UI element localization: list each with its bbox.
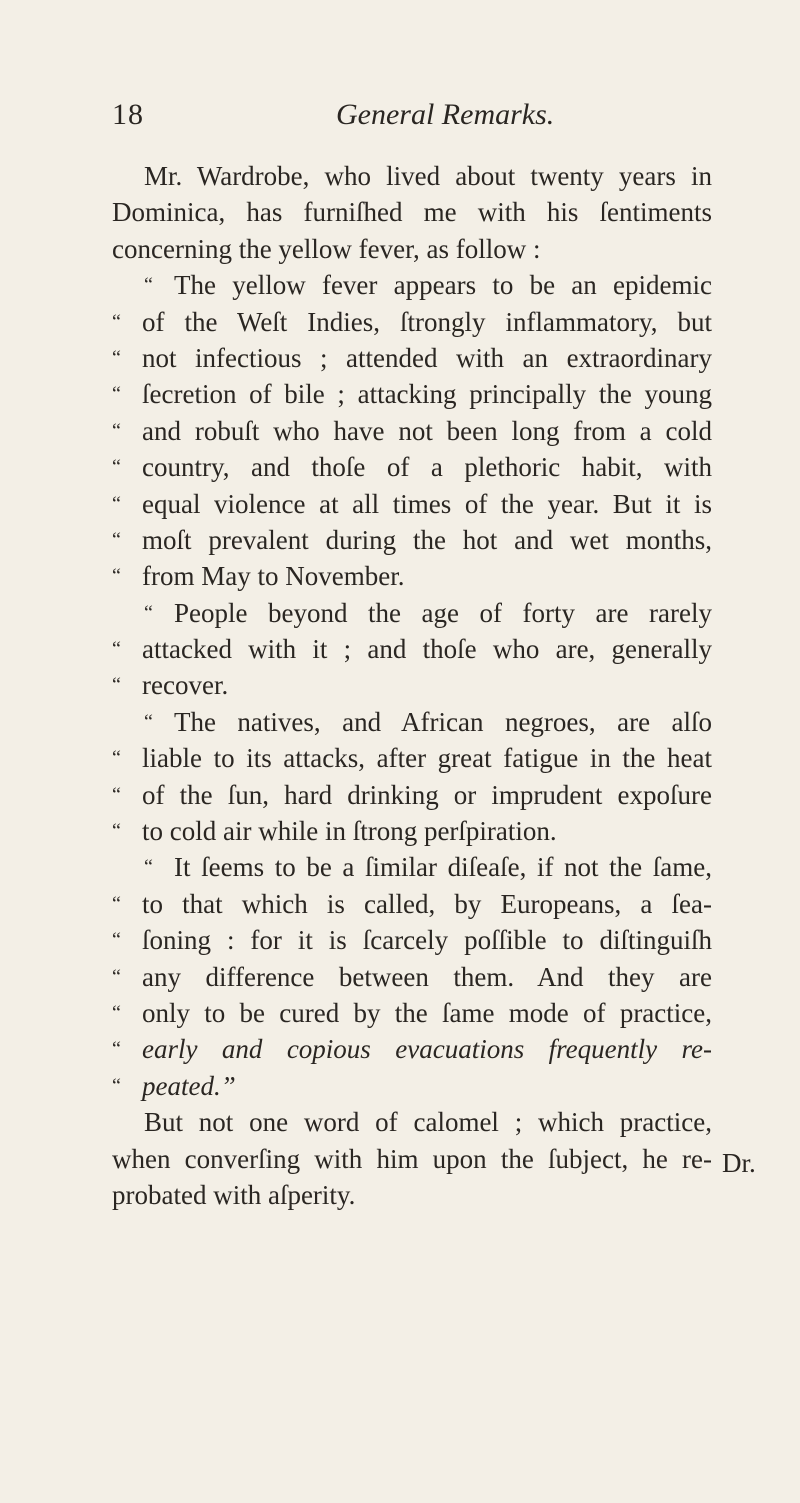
quoted-line-text: of the Weſt Indies, ſtrongly inflammatory, but bbox=[142, 306, 712, 337]
text-line: concerning the yellow fever, as follow : bbox=[112, 233, 541, 264]
quoted-line bbox=[112, 740, 712, 776]
quoted-line bbox=[112, 558, 712, 594]
quoted-line-text: to cold air while in ſtrong perſpiration. bbox=[142, 816, 557, 847]
quoted-line bbox=[112, 1031, 712, 1067]
quoted-line bbox=[112, 413, 712, 449]
quoted-line-text: only to be cured by the ſame mode of practice, bbox=[142, 997, 712, 1028]
quoted-line bbox=[112, 813, 712, 849]
quote-mark: “ bbox=[112, 346, 121, 369]
quoted-line bbox=[112, 449, 712, 485]
text-line: when converſing with him upon the ſubject, he re- bbox=[112, 1143, 712, 1174]
quoted-line-text: People beyond the age of forty are rarely bbox=[174, 597, 712, 628]
quote-mark: “ bbox=[144, 710, 153, 733]
quoted-line-text: equal violence at all times of the year. But it is bbox=[142, 488, 712, 519]
quoted-line-text: It ſeems to be a ſimilar diſeaſe, if not the ſame, bbox=[174, 852, 712, 883]
quoted-line bbox=[112, 1068, 712, 1104]
quoted-line bbox=[112, 304, 712, 340]
quoted-line bbox=[112, 267, 712, 303]
quoted-line bbox=[112, 995, 712, 1031]
quote-mark: “ bbox=[144, 856, 153, 879]
quoted-line bbox=[112, 704, 712, 740]
quoted-line bbox=[112, 376, 712, 412]
quote-mark: “ bbox=[112, 310, 121, 333]
quote-mark: “ bbox=[112, 383, 121, 406]
quoted-line bbox=[112, 886, 712, 922]
quote-mark: “ bbox=[112, 419, 121, 442]
quoted-line-text: early and copious evacuations frequently re- bbox=[142, 1034, 712, 1065]
quoted-line bbox=[112, 849, 712, 885]
quoted-line bbox=[112, 922, 712, 958]
quote-mark: “ bbox=[112, 747, 121, 770]
quoted-line-text: ſecretion of bile ; attacking principally the young bbox=[142, 379, 712, 410]
quote-mark: “ bbox=[112, 565, 121, 588]
quote-mark: “ bbox=[112, 1001, 121, 1024]
quote-mark: “ bbox=[112, 528, 121, 551]
text-line: But not one word of calomel ; which practice, bbox=[144, 1107, 712, 1138]
quoted-line-text: any difference between them. And they are bbox=[142, 961, 712, 992]
text-line: probated with aſperity. bbox=[112, 1179, 356, 1210]
quoted-line bbox=[112, 595, 712, 631]
quoted-line-text: liable to its attacks, after great fatigue in the heat bbox=[142, 743, 712, 774]
quote-mark: “ bbox=[112, 492, 121, 515]
quote-mark: “ bbox=[112, 929, 121, 952]
quote-mark: “ bbox=[112, 674, 121, 697]
quote-mark: “ bbox=[112, 783, 121, 806]
quoted-line-text: The yellow fever appears to be an epidemic bbox=[174, 270, 712, 301]
quote-mark: “ bbox=[112, 638, 121, 661]
quoted-line-text: of the ſun, hard drinking or imprudent expoſure bbox=[142, 779, 712, 810]
quote-mark: “ bbox=[112, 892, 121, 915]
catchword: Dr. bbox=[722, 1148, 756, 1178]
quote-mark: “ bbox=[144, 274, 153, 297]
running-title: General Remarks. bbox=[336, 98, 555, 131]
quoted-line-text: The natives, and African negroes, are alſo bbox=[174, 706, 712, 737]
quoted-line-text: recover. bbox=[142, 670, 229, 701]
quoted-line-text: peated.” bbox=[142, 1070, 236, 1101]
running-head bbox=[112, 98, 712, 138]
text-line: Dominica, has furniſhed me with his ſentiments bbox=[112, 197, 712, 228]
text-line: Mr. Wardrobe, who lived about twenty years in bbox=[144, 161, 712, 191]
quoted-line-text: not infectious ; attended with an extraordinary bbox=[142, 342, 712, 373]
quoted-line bbox=[112, 631, 712, 667]
page-number: 18 bbox=[112, 98, 144, 131]
quote-mark: “ bbox=[112, 820, 121, 843]
quoted-line-text: and robuſt who have not been long from a cold bbox=[142, 415, 712, 446]
quoted-line-text: country, and thoſe of a plethoric habit, with bbox=[142, 452, 712, 483]
quoted-line-text: ſoning : for it is ſcarcely poſſible to diſtinguiſh bbox=[142, 925, 712, 956]
quote-mark: “ bbox=[112, 965, 121, 988]
quoted-line bbox=[112, 667, 712, 703]
quote-mark: “ bbox=[112, 1074, 121, 1097]
quote-mark: “ bbox=[112, 456, 121, 479]
quoted-line bbox=[112, 486, 712, 522]
quoted-line-text: from May to November. bbox=[142, 561, 405, 592]
quoted-line bbox=[112, 777, 712, 813]
quoted-line bbox=[112, 340, 712, 376]
quote-mark: “ bbox=[112, 1038, 121, 1061]
quoted-line bbox=[112, 959, 712, 995]
quoted-line bbox=[112, 522, 712, 558]
quote-mark: “ bbox=[144, 601, 153, 624]
quoted-line-text: to that which is called, by Europeans, a ſea- bbox=[142, 888, 712, 919]
quoted-line-text: attacked with it ; and thoſe who are, generally bbox=[142, 634, 712, 665]
body-text bbox=[112, 158, 712, 1213]
quoted-line-text: moſt prevalent during the hot and wet months, bbox=[142, 524, 712, 555]
